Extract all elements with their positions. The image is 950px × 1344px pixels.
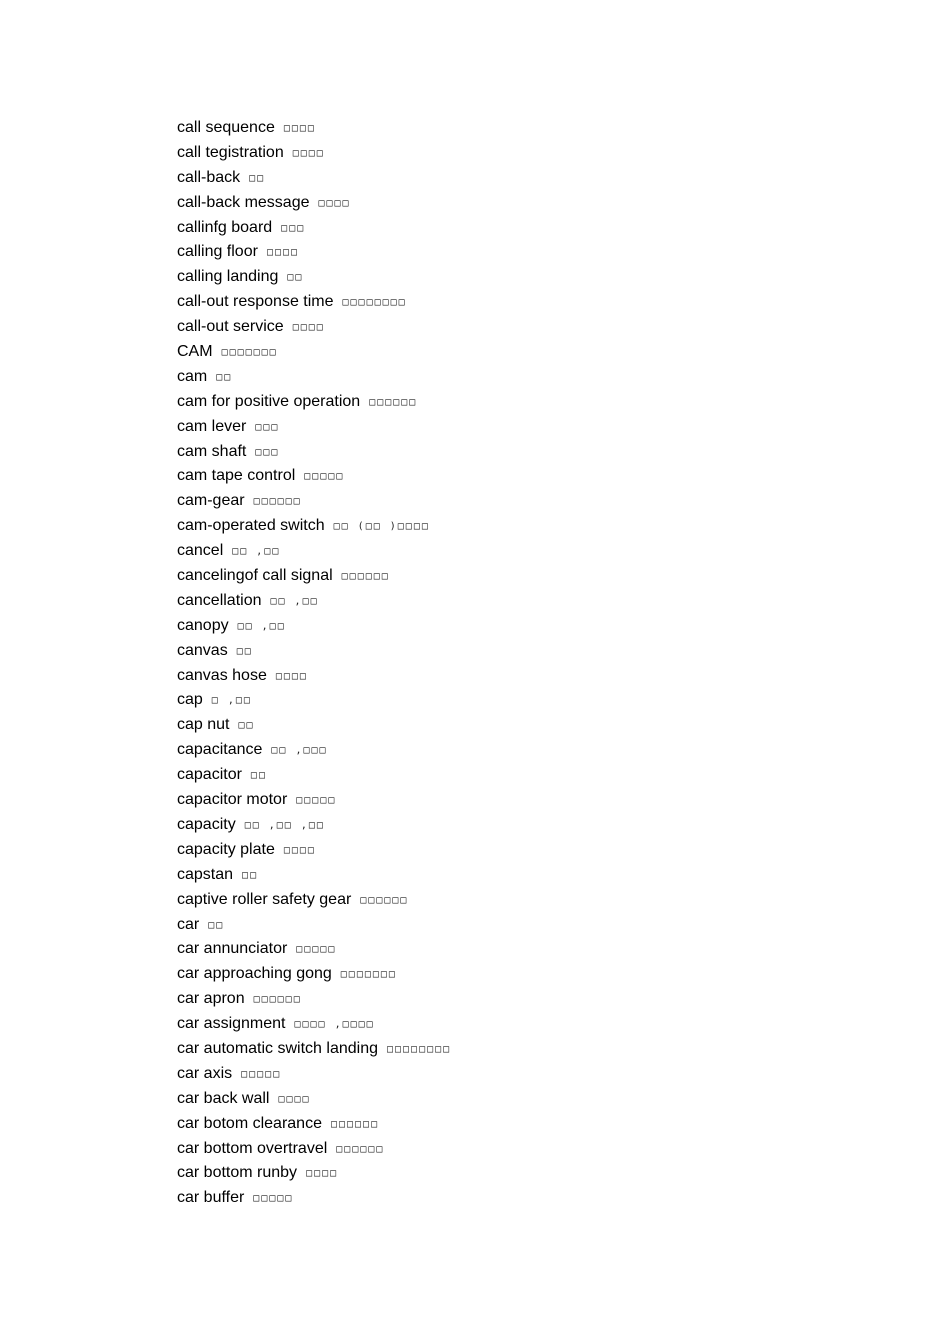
entry-translation: □□□□□: [241, 1068, 282, 1080]
glossary-entry: [177, 415, 451, 440]
entry-term: car annunciator: [177, 940, 288, 958]
entry-translation: □□□□: [275, 670, 308, 682]
entry-term: car bottom runby: [177, 1164, 298, 1182]
entry-translation: □□□□□□: [360, 894, 409, 906]
entry-translation: □□□□: [306, 1168, 339, 1180]
entry-translation: □□□□□□: [341, 571, 390, 583]
entry-translation: □□□□□□: [336, 1143, 385, 1155]
entry-term: cancelingof call signal: [177, 567, 333, 585]
entry-translation: □□: [287, 272, 304, 284]
entry-term: capacitance: [177, 741, 263, 759]
glossary-entry: [177, 141, 451, 166]
entry-term: car assignment: [177, 1015, 286, 1033]
entry-term: call-back: [177, 168, 241, 186]
entry-translation: □□□□□□□: [340, 969, 397, 981]
glossary-entry: [177, 639, 451, 664]
entry-term: cap: [177, 691, 203, 709]
entry-translation: □□ ,□□ ,□□: [244, 819, 325, 831]
entry-term: capacity plate: [177, 840, 275, 858]
entry-translation: □□□□□: [296, 795, 337, 807]
glossary-entry: [177, 514, 451, 539]
entry-term: car approaching gong: [177, 965, 332, 983]
glossary-entry: [177, 987, 451, 1012]
glossary-entry: [177, 116, 451, 141]
glossary-entry: [177, 1161, 451, 1186]
entry-term: cancellation: [177, 591, 262, 609]
entry-translation: □□□□□: [296, 944, 337, 956]
glossary-entry: [177, 614, 451, 639]
glossary-entry: [177, 1062, 451, 1087]
glossary-entry: [177, 340, 451, 365]
entry-term: cap nut: [177, 716, 230, 734]
entry-term: car botom clearance: [177, 1114, 322, 1132]
entry-translation: □□□□: [283, 123, 316, 134]
glossary-entry: [177, 962, 451, 987]
entry-translation: □□: [249, 172, 266, 184]
entry-term: capacitor: [177, 766, 242, 784]
glossary-entry: [177, 1012, 451, 1037]
glossary-entry: [177, 290, 451, 315]
glossary-entry: [177, 863, 451, 888]
glossary-entry: [177, 888, 451, 913]
entry-term: cam lever: [177, 417, 247, 435]
entry-term: car apron: [177, 990, 245, 1008]
entry-term: call-out response time: [177, 293, 334, 311]
entry-translation: □□ ,□□□: [271, 745, 328, 757]
entry-translation: □□□□: [292, 322, 325, 334]
glossary-entry: [177, 191, 451, 216]
entry-translation: □□□□□□□□: [386, 1043, 452, 1055]
entry-translation: □□□□: [278, 1093, 311, 1105]
entry-term: cam shaft: [177, 442, 247, 460]
entry-translation: □□□□: [266, 247, 300, 259]
entry-translation: □□□□: [292, 147, 325, 159]
glossary-entry: [177, 240, 451, 265]
entry-translation: □□ (□□ )□□□□: [333, 521, 430, 533]
entry-term: call-out service: [177, 318, 284, 336]
glossary-entry: [177, 1137, 451, 1162]
glossary-entry: [177, 913, 451, 938]
entry-translation: □□□: [281, 222, 306, 234]
glossary-entry: [177, 1186, 451, 1211]
entry-translation: □□□□□□: [253, 496, 302, 508]
glossary-entry: [177, 216, 451, 241]
entry-term: car automatic switch landing: [177, 1039, 378, 1057]
glossary-entry: [177, 688, 451, 713]
glossary-entry: [177, 365, 451, 390]
entry-translation: □ ,□□: [211, 695, 252, 707]
entry-term: call tegistration: [177, 143, 284, 161]
entry-term: canvas hose: [177, 666, 267, 684]
glossary-entry: [177, 1087, 451, 1112]
glossary-entry: [177, 166, 451, 191]
glossary-entry: [177, 1112, 451, 1137]
entry-term: cam for positive operation: [177, 392, 361, 410]
entry-term: cam: [177, 367, 208, 385]
entry-term: car buffer: [177, 1189, 245, 1207]
entry-translation: □□: [236, 645, 253, 657]
entry-term: cancel: [177, 542, 224, 560]
glossary-entry: [177, 937, 451, 962]
entry-translation: □□□□□: [253, 1193, 294, 1205]
glossary-entry: [177, 713, 451, 738]
entry-term: cam-gear: [177, 492, 245, 510]
entry-translation: □□□□: [318, 197, 351, 209]
entry-term: capstan: [177, 865, 234, 883]
entry-term: call sequence: [177, 119, 275, 136]
entry-term: cam-operated switch: [177, 517, 325, 535]
entry-translation: □□: [208, 919, 225, 931]
entry-term: call-back message: [177, 193, 310, 211]
glossary-entry: [177, 564, 451, 589]
entry-term: capacity: [177, 815, 236, 833]
glossary-entry: [177, 589, 451, 614]
entry-term: car back wall: [177, 1089, 270, 1107]
glossary-entry: [177, 489, 451, 514]
entry-translation: □□ ,□□: [270, 595, 319, 607]
glossary-list: [177, 116, 451, 1211]
entry-translation: □□: [238, 720, 255, 732]
entry-translation: □□□: [255, 446, 280, 458]
entry-term: CAM: [177, 343, 213, 361]
entry-translation: □□□□□□□□: [342, 297, 407, 309]
entry-term: canopy: [177, 616, 229, 634]
entry-translation: □□□: [255, 421, 280, 433]
entry-translation: □□: [242, 869, 259, 881]
entry-translation: □□□□□□: [330, 1118, 380, 1130]
entry-term: capacitor motor: [177, 791, 288, 809]
entry-term: cam tape control: [177, 467, 296, 485]
glossary-entry: [177, 390, 451, 415]
entry-translation: □□: [216, 371, 233, 383]
entry-term: canvas: [177, 641, 228, 659]
glossary-entry: [177, 664, 451, 689]
entry-term: calling floor: [177, 243, 258, 261]
entry-translation: □□□□□□: [253, 994, 302, 1006]
entry-translation: □□□□□□□: [221, 347, 278, 359]
glossary-entry: [177, 464, 451, 489]
glossary-entry: [177, 315, 451, 340]
glossary-entry: [177, 265, 451, 290]
entry-translation: □□□□□: [304, 471, 345, 483]
entry-translation: □□: [250, 770, 267, 782]
entry-term: callinfg board: [177, 218, 273, 236]
entry-translation: □□ ,□□: [232, 546, 281, 558]
glossary-entry: [177, 738, 451, 763]
entry-translation: □□ ,□□: [237, 620, 286, 632]
entry-term: car: [177, 915, 200, 933]
entry-term: calling landing: [177, 268, 279, 286]
glossary-entry: [177, 539, 451, 564]
glossary-entry: [177, 788, 451, 813]
entry-term: car axis: [177, 1064, 233, 1082]
glossary-entry: [177, 1037, 451, 1062]
glossary-entry: [177, 763, 451, 788]
glossary-entry: [177, 440, 451, 465]
entry-translation: □□□□ ,□□□□: [294, 1019, 375, 1031]
glossary-entry: [177, 838, 451, 863]
entry-translation: □□□□: [283, 844, 316, 856]
entry-term: captive roller safety gear: [177, 890, 352, 908]
entry-translation: □□□□□□: [369, 396, 418, 408]
glossary-entry: [177, 813, 451, 838]
entry-term: car bottom overtravel: [177, 1139, 328, 1157]
